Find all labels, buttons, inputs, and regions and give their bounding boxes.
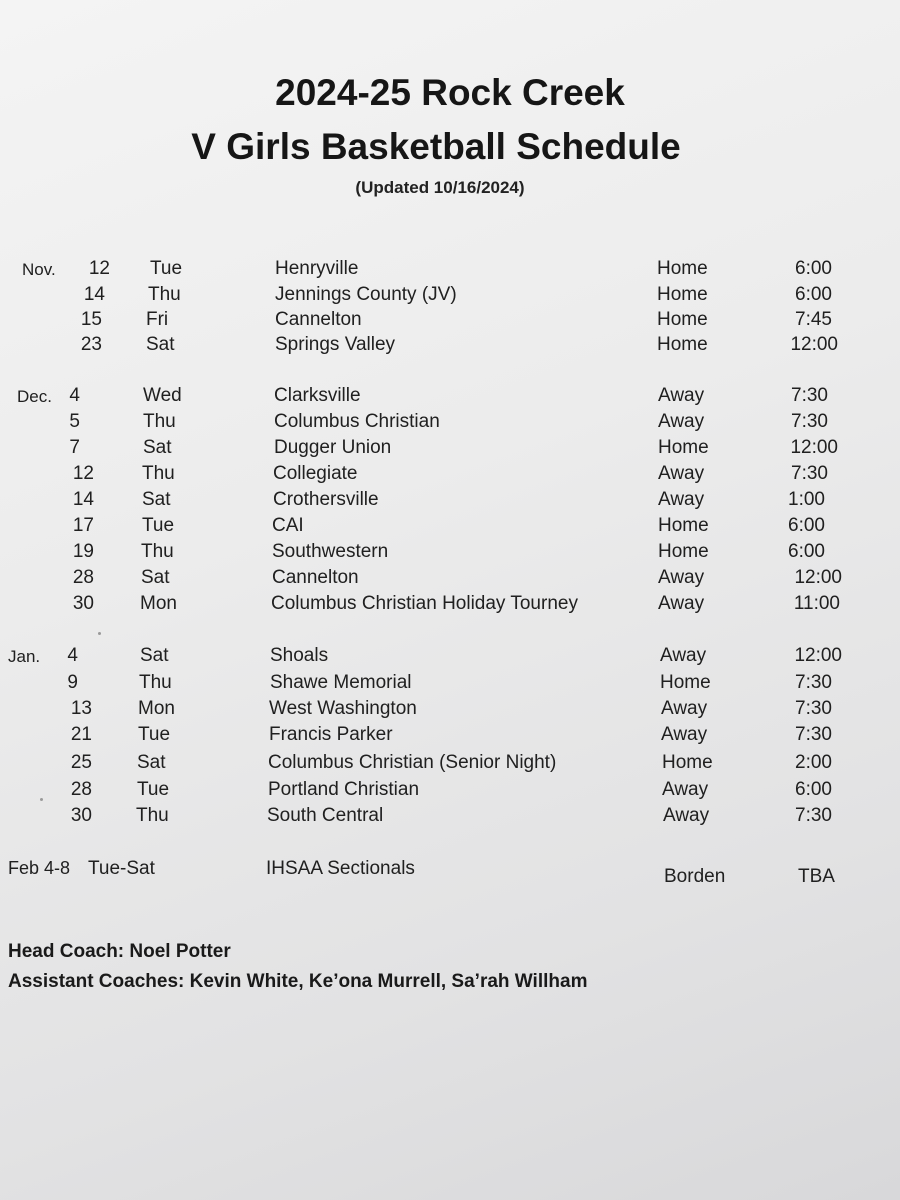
schedule-time: 6:00 [795,779,832,800]
paper-speck [40,798,43,801]
schedule-time: 7:30 [795,672,832,693]
schedule-location: Away [658,463,705,484]
schedule-day: 19 [72,541,94,562]
schedule-opponent: Crothersville [273,489,379,510]
schedule-row [0,779,900,803]
schedule-location: Home [657,284,708,305]
schedule-location: Home [658,437,709,458]
schedule-row [0,698,900,722]
schedule-row [0,515,900,539]
schedule-day: 25 [70,752,92,773]
schedule-opponent: Columbus Christian (Senior Night) [268,752,557,773]
schedule-location: Away [658,567,705,588]
assistant-coaches: Assistant Coaches: Kevin White, Ke’ona Murrell, Sa’rah Willham [8,971,588,992]
schedule-location: Away [663,805,710,826]
schedule-row [0,541,900,565]
schedule-time: 7:30 [795,805,832,826]
schedule-day: 30 [72,593,94,614]
schedule-row [0,258,900,282]
schedule-row [0,672,900,696]
schedule-row [0,411,900,435]
schedule-opponent: South Central [267,805,384,826]
schedule-day: 14 [83,284,105,305]
schedule-month: Nov. [22,260,56,279]
schedule-day-of-week: Sat [140,645,169,666]
schedule-opponent: Shawe Memorial [270,672,412,693]
schedule-day: 28 [72,567,94,588]
schedule-location: Home [662,752,713,773]
schedule-opponent: Southwestern [272,541,389,562]
schedule-row [0,724,900,748]
schedule-time: 11:00 [793,593,840,614]
schedule-time: 7:30 [791,411,828,432]
schedule-row [0,437,900,461]
schedule-day: 17 [72,515,94,536]
schedule-day-of-week: Mon [138,698,175,719]
schedule-time: 7:30 [795,724,832,745]
schedule-day: 13 [70,698,92,719]
schedule-day-of-week: Thu [143,411,176,432]
updated-date: (Updated 10/16/2024) [355,178,525,197]
page-title-line-1: 2024-25 Rock Creek [275,72,625,113]
schedule-day: 5 [69,411,80,432]
schedule-opponent: Clarksville [274,385,361,406]
schedule-day: 4 [67,645,78,666]
schedule-time: 12:00 [794,645,842,666]
schedule-row [0,489,900,513]
schedule-row [0,334,900,358]
schedule-location: Away [658,411,705,432]
schedule-day-of-week: Sat [146,334,175,355]
schedule-day-of-week: Tue [138,724,171,745]
schedule-row [0,284,900,308]
schedule-time: 12:00 [790,437,838,458]
schedule-day: 23 [80,334,102,355]
schedule-time: 7:30 [791,463,828,484]
schedule-day-of-week: Fri [146,309,169,330]
schedule-day-of-week: Tue [150,258,183,279]
schedule-opponent: West Washington [269,698,417,719]
schedule-day: 12 [72,463,94,484]
schedule-day: 21 [70,724,92,745]
schedule-day-of-week: Sat [141,567,170,588]
schedule-day: 4 [69,385,80,406]
schedule-month: Jan. [8,647,41,666]
schedule-time: 7:30 [791,385,828,406]
schedule-opponent: Francis Parker [269,724,393,745]
schedule-row [0,463,900,487]
sectionals-time: TBA [798,866,835,887]
schedule-row [0,567,900,591]
schedule-day-of-week: Sat [143,437,172,458]
schedule-day-of-week: Thu [139,672,172,693]
schedule-time: 12:00 [794,567,842,588]
schedule-time: 7:30 [795,698,832,719]
schedule-opponent: Henryville [275,258,359,279]
schedule-day-of-week: Thu [142,463,175,484]
schedule-row [0,593,900,617]
schedule-day-of-week: Thu [141,541,174,562]
schedule-time: 6:00 [795,284,832,305]
schedule-day-of-week: Tue [137,779,170,800]
schedule-opponent: Collegiate [273,463,358,484]
schedule-day-of-week: Sat [142,489,171,510]
head-coach: Head Coach: Noel Potter [8,941,231,962]
schedule-location: Home [657,334,708,355]
schedule-location: Home [657,309,708,330]
schedule-row [0,385,900,409]
schedule-time: 6:00 [788,515,825,536]
schedule-location: Away [658,489,705,510]
schedule-opponent: Columbus Christian Holiday Tourney [271,593,578,614]
schedule-day-of-week: Wed [143,385,182,406]
sectionals-event: IHSAA Sectionals [266,858,415,879]
schedule-opponent: Jennings County (JV) [275,284,457,305]
schedule-location: Away [658,593,705,614]
schedule-time: 12:00 [790,334,838,355]
schedule-location: Away [658,385,705,406]
schedule-row [0,645,900,669]
schedule-day: 7 [69,437,80,458]
schedule-location: Home [658,541,709,562]
schedule-row [0,752,900,776]
schedule-row [0,309,900,333]
schedule-opponent: Cannelton [272,567,359,588]
schedule-day: 15 [80,309,102,330]
schedule-day-of-week: Tue [142,515,175,536]
paper-speck [98,632,101,635]
schedule-time: 1:00 [788,489,825,510]
schedule-opponent: Portland Christian [268,779,420,800]
schedule-location: Away [660,645,707,666]
schedule-day: 12 [88,258,110,279]
schedule-location: Away [662,779,709,800]
schedule-opponent: Columbus Christian [274,411,440,432]
schedule-location: Home [658,515,709,536]
schedule-day: 9 [67,672,78,693]
schedule-time: 6:00 [788,541,825,562]
sectionals-location: Borden [664,866,726,887]
schedule-day: 14 [72,489,94,510]
schedule-time: 6:00 [795,258,832,279]
schedule-day-of-week: Sat [137,752,166,773]
schedule-day-of-week: Mon [140,593,177,614]
schedule-opponent: Shoals [270,645,329,666]
schedule-day-of-week: Thu [136,805,169,826]
schedule-opponent: CAI [272,515,304,536]
schedule-day-of-week: Thu [148,284,181,305]
schedule-opponent: Dugger Union [274,437,392,458]
schedule-time: 2:00 [795,752,832,773]
schedule-location: Home [660,672,711,693]
schedule-location: Away [661,698,708,719]
schedule-day: 30 [70,805,92,826]
sectionals-row [0,858,900,887]
sectionals-date: Feb 4-8 [8,858,71,878]
page-title-line-2: V Girls Basketball Schedule [191,126,681,167]
schedule-opponent: Springs Valley [275,334,396,355]
schedule-opponent: Cannelton [275,309,362,330]
schedule-row [0,805,900,829]
schedule-location: Away [661,724,708,745]
schedule-month: Dec. [17,387,52,406]
schedule-location: Home [657,258,708,279]
schedule-day: 28 [70,779,92,800]
sectionals-dow: Tue-Sat [88,858,155,879]
schedule-time: 7:45 [795,309,832,330]
